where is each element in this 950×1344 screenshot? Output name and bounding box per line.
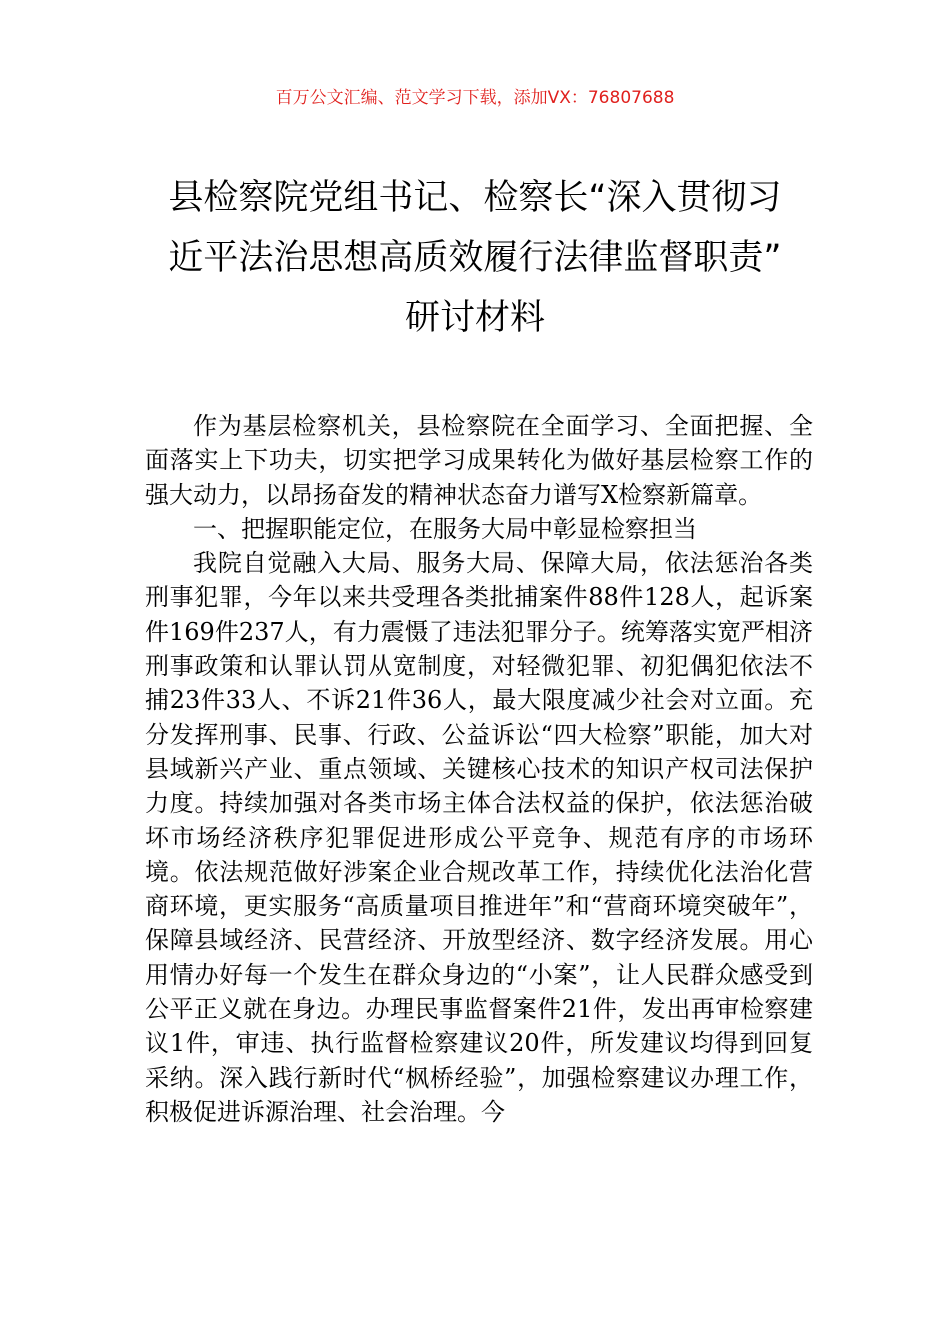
watermark-text: 百万公文汇编、范文学习下载，添加VX：76807688 — [275, 88, 675, 108]
section-paragraph: 我院自觉融入大局、服务大局、保障大局，依法惩治各类刑事犯罪，今年以来共受理各类批捕案件88件128人，起诉案件169件237人，有力震慑了违法犯罪分子。统筹落实宽严相济刑事政策和认罪认罚从宽制度，对轻微犯罪、初犯偶犯依法不捕23件33人、不诉21件36人，最大限度减少社会对立面。充分发挥刑事、民事、行政、公益诉讼“四大检察”职能，加大对县域新兴产业、重点领域、关键核心技术的知识产权司法保护力度。持续加强对各类市场主体合法权益的保护，依法惩治破坏市场经济秩序犯罪促进形成公平竞争、规范有序的市场环境。依法规范做好涉案企业合规改革工作，持续优化法治化营商环境，更实服务“高质量项目推进年”和“营商环境突破年”，保障县域经济、民营经济、开放型经济、数字经济发展。用心用情办好每一个发生在群众身边的“小案”，让人民群众感受到公平正义就在身边。办理民事监督案件21件，发出再审检察建议1件，审违、执行监督检察建议20件，所发建议均得到回复采纳。深入践行新时代“枫桥经验”，加强检察建议办理工作，积极促进诉源治理、社会治理。今 — [145, 549, 813, 1126]
intro-paragraph: 作为基层检察机关，县检察院在全面学习、全面把握、全面落实上下功夫，切实把学习成果转化为做好基层检察工作的强大动力，以昂扬奋发的精神状态奋力谱写X检察新篇章。 — [145, 412, 813, 509]
section-heading: 一、把握职能定位，在服务大局中彰显检察担当 — [193, 514, 697, 543]
document-body — [145, 409, 813, 1129]
title-line-2: 近平法治思想高质效履行法律监督职责” — [168, 238, 782, 278]
document-title — [150, 168, 800, 348]
title-line-3: 研讨材料 — [404, 298, 545, 338]
title-line-1: 县检察院党组书记、检察长“深入贯彻习 — [168, 178, 782, 218]
